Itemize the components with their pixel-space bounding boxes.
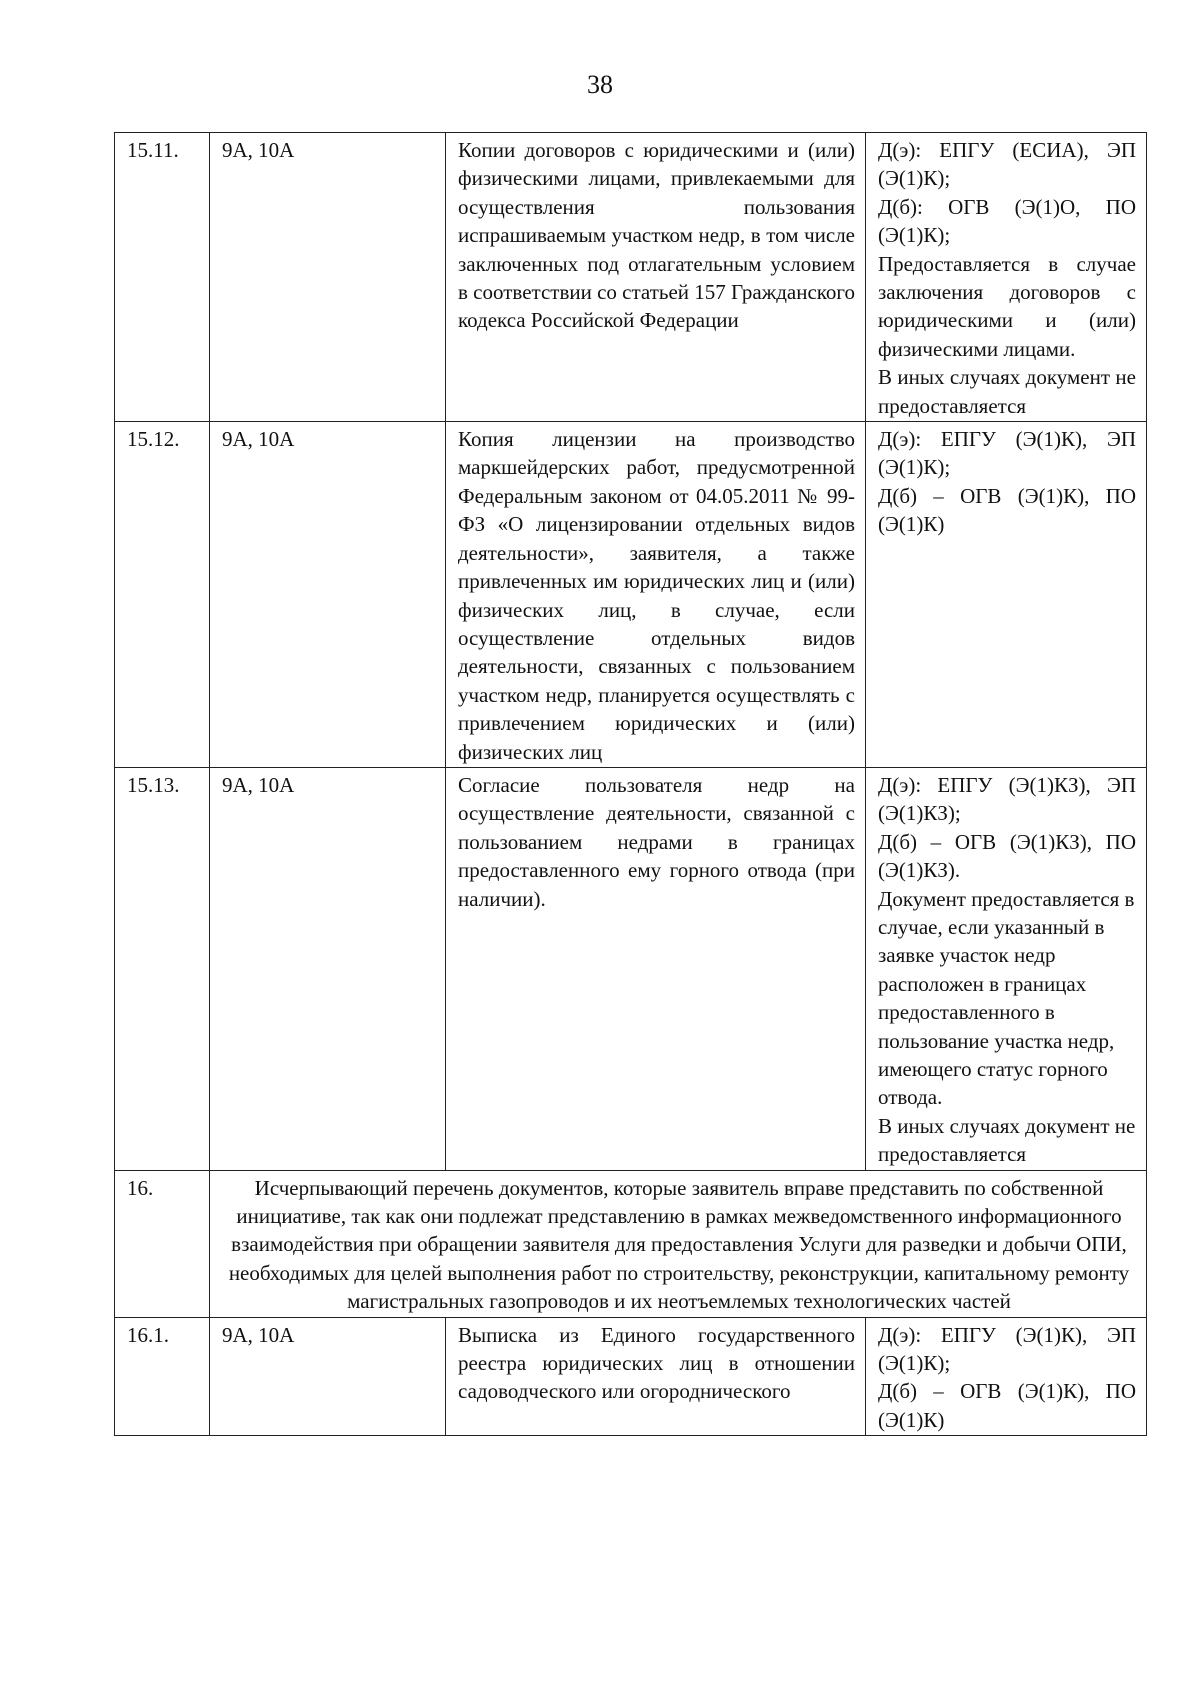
row-number: 15.12. bbox=[115, 422, 210, 768]
source-line: Д(э): ЕПГУ (ЕСИА), ЭП (Э(1)К); bbox=[878, 138, 1136, 191]
row-code: 9А, 10А bbox=[210, 422, 446, 768]
row-code: 9А, 10А bbox=[210, 1317, 446, 1436]
source-line: Д(б) – ОГВ (Э(1)К), ПО (Э(1)К) bbox=[878, 483, 1136, 537]
source-line: Д(б) – ОГВ (Э(1)КЗ), ПО (Э(1)КЗ). bbox=[878, 829, 1136, 883]
row-source bbox=[866, 1317, 1147, 1436]
row-code: 9А, 10А bbox=[210, 133, 446, 422]
table-row-15-13 bbox=[115, 767, 1147, 1170]
row-number: 16.1. bbox=[115, 1317, 210, 1436]
source-line: Д(э): ЕПГУ (Э(1)К), ЭП (Э(1)К); bbox=[878, 427, 1136, 480]
table-row-15-11 bbox=[115, 133, 1147, 422]
row-description: Копии договоров с юридическими и (или) физическими лицами, привлекаемыми для осуществления пользования испрашиваемым участком недр, в том числе заключенных под отлагательным условием в соответствии со статьей 157 Гражданского кодекса Российской Федерации bbox=[446, 133, 866, 422]
section-title: Исчерпывающий перечень документов, которые заявитель вправе представить по собственной инициативе, так как они подлежат представлению в рамках межведомственного информационного взаимодействия при обращении заявителя для предоставления Услуги для разведки и добычи ОПИ, необходимых для целей выполнения работ по строительству, реконструкции, капитальному ремонту магистральных газопроводов и их неотъемлемых технологических частей bbox=[210, 1170, 1147, 1317]
documents-table bbox=[114, 132, 1147, 1436]
row-source bbox=[866, 422, 1147, 768]
row-source bbox=[866, 767, 1147, 1170]
source-line: Д(б): ОГВ (Э(1)О, ПО (Э(1)К); bbox=[878, 194, 1136, 248]
row-description: Выписка из Единого государственного реестра юридических лиц в отношении садоводческого или огороднического bbox=[446, 1317, 866, 1436]
row-number: 15.13. bbox=[115, 767, 210, 1170]
source-line: Д(э): ЕПГУ (Э(1)К), ЭП (Э(1)К); bbox=[878, 1322, 1136, 1376]
row-description: Согласие пользователя недр на осуществление деятельности, связанной с пользованием недрами в границах предоставленного ему горного отвода (при наличии). bbox=[446, 767, 866, 1170]
source-line: Д(б) – ОГВ (Э(1)К), ПО (Э(1)К) bbox=[878, 1379, 1136, 1432]
source-line: Д(э): ЕПГУ (Э(1)КЗ), ЭП (Э(1)КЗ); bbox=[878, 772, 1136, 826]
source-line: В иных случаях документ не предоставляется bbox=[878, 365, 1136, 418]
section-row-16 bbox=[115, 1170, 1147, 1317]
row-description: Копия лицензии на производство маркшейдерских работ, предусмотренной Федеральным законом от 04.05.2011 № 99-ФЗ «О лицензировании отдельных видов деятельности», заявителя, а также привлеченных им юридических лиц и (или) физических лиц, в случае, если осуществление отдельных видов деятельности, связанных с пользованием участком недр, планируется осуществлять с привлечением юридических и (или) физических лиц bbox=[446, 422, 866, 768]
page-number: 38 bbox=[587, 70, 613, 99]
section-number: 16. bbox=[115, 1170, 210, 1317]
row-number: 15.11. bbox=[115, 133, 210, 422]
row-code: 9А, 10А bbox=[210, 767, 446, 1170]
source-line: Предоставляется в случае заключения договоров с юридическими и (или) физическими лицами. bbox=[878, 251, 1136, 361]
source-line: Документ предоставляется в случае, если указанный в заявке участок недр расположен в границах предоставленного в пользование участка недр, имеющего статус горного отвода. bbox=[878, 886, 1135, 1110]
row-source bbox=[866, 133, 1147, 422]
table-row-16-1 bbox=[115, 1317, 1147, 1436]
source-line: В иных случаях документ не предоставляется bbox=[878, 1113, 1136, 1167]
table-row-15-12 bbox=[115, 422, 1147, 768]
